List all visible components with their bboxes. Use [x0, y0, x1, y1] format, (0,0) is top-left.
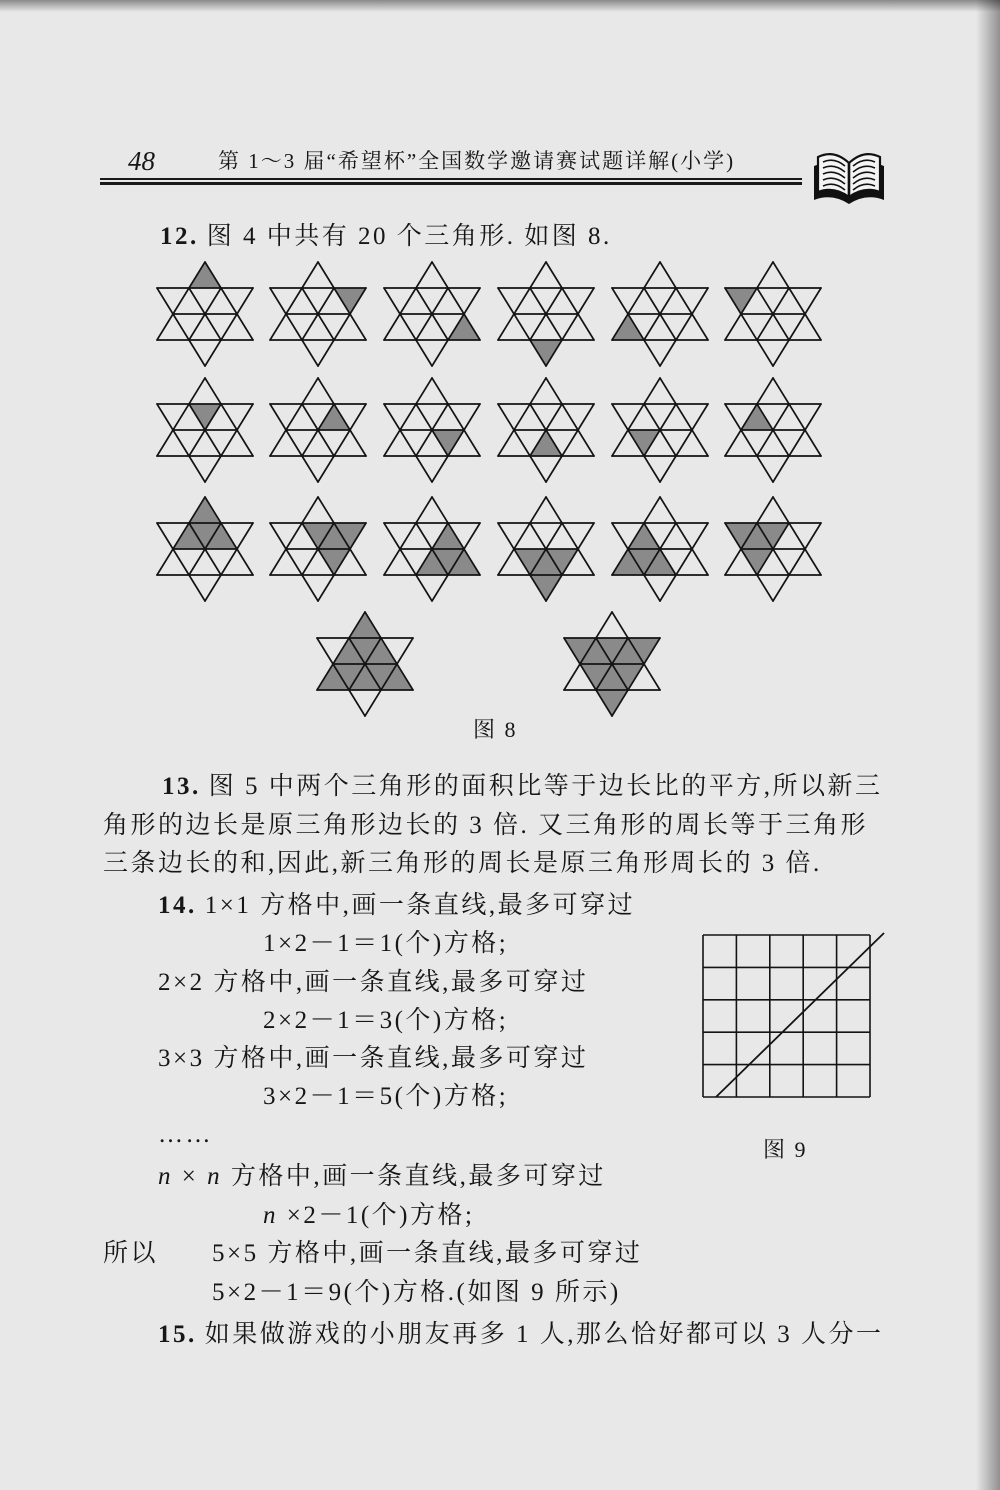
figure-9-caption: 图 9 — [763, 1137, 808, 1162]
hexagram-star — [384, 497, 480, 601]
header-rule-thin — [100, 178, 802, 180]
hexagram-star — [157, 497, 253, 601]
q13-text-1: 图 5 中两个三角形的面积比等于边长比的平方,所以新三 — [208, 773, 883, 800]
q14-line-5: 5×5 方格中,画一条直线,最多可穿过 — [212, 1240, 643, 1267]
q14-so-label: 所以 — [103, 1240, 159, 1267]
q13-line-3: 三条边长的和,因此,新三角形的周长是原三角形周长的 3 倍. — [103, 850, 822, 877]
shaded-triangle — [530, 430, 562, 456]
q15-line — [158, 1320, 884, 1350]
hexagram-star — [498, 262, 594, 366]
q14-n-line — [158, 1162, 606, 1192]
hexagram-star — [317, 612, 413, 716]
shaded-triangle — [628, 430, 660, 456]
q15-text: 如果做游戏的小朋友再多 1 人,那么恰好都可以 3 人分一 — [204, 1321, 884, 1348]
q12-number: 12. — [160, 223, 199, 250]
times-sign: × — [173, 1163, 208, 1190]
q14-n-equation — [263, 1201, 474, 1231]
variable-n: n — [158, 1163, 173, 1190]
hexagram-star — [612, 262, 708, 366]
shaded-triangle — [318, 404, 350, 430]
q14-text-1: 1×1 方格中,画一条直线,最多可穿过 — [204, 892, 636, 919]
hexagram-star — [157, 378, 253, 482]
variable-n: n — [207, 1163, 223, 1190]
hexagram-star — [725, 378, 821, 482]
hexagram-star — [725, 262, 821, 366]
diagonal-line — [716, 933, 884, 1097]
hexagram-star — [612, 378, 708, 482]
q12-text: 图 4 中共有 20 个三角形. 如图 8. — [206, 223, 612, 250]
hexagram-star — [270, 497, 366, 601]
shaded-triangle — [741, 404, 773, 430]
figure-8-caption: 图 8 — [473, 717, 518, 742]
hexagram-star — [498, 378, 594, 482]
shaded-triangle — [530, 340, 562, 366]
hexagram-star — [725, 497, 821, 601]
q14-n-equation-text: ×2－1(个)方格; — [278, 1202, 475, 1229]
q14-number: 14. — [158, 892, 197, 919]
variable-n: n — [263, 1202, 278, 1229]
hexagram-star — [612, 497, 708, 601]
q13-line-2: 角形的边长是原三角形边长的 3 倍. 又三角形的周长等于三角形 — [103, 812, 869, 839]
q15-number: 15. — [158, 1321, 197, 1348]
open-book-icon — [812, 142, 886, 206]
hexagram-star — [157, 262, 253, 366]
page-number: 48 — [128, 146, 155, 176]
page-right-edge — [976, 0, 1000, 1490]
shaded-triangle — [317, 612, 413, 690]
q14-equation-1: 1×2－1＝1(个)方格; — [263, 930, 509, 957]
q14-equation-5: 5×2－1＝9(个)方格.(如图 9 所示) — [212, 1279, 621, 1306]
q14-n-line-text: 方格中,画一条直线,最多可穿过 — [222, 1163, 606, 1190]
q14-line-1 — [158, 891, 635, 921]
shaded-triangle — [448, 314, 480, 340]
running-header-title: 第 1～3 届“希望杯”全国数学邀请赛试题详解(小学) — [218, 149, 736, 173]
q13-line-1 — [162, 772, 883, 802]
shaded-triangle — [334, 288, 366, 314]
q14-ellipsis: …… — [158, 1121, 213, 1148]
hexagram-star — [384, 262, 480, 366]
hexagram-star — [498, 497, 594, 601]
shaded-triangle — [432, 430, 464, 456]
q14-line-2: 2×2 方格中,画一条直线,最多可穿过 — [158, 969, 589, 996]
page-top-edge — [0, 0, 1000, 12]
hexagram-star — [384, 378, 480, 482]
hexagram-star — [270, 262, 366, 366]
shaded-triangle — [189, 262, 221, 288]
header-rule-thick — [100, 182, 802, 185]
figure-8-hexagrams — [150, 255, 830, 723]
q12-line — [160, 222, 612, 252]
shaded-triangle — [725, 288, 757, 314]
shaded-triangle — [564, 638, 660, 716]
shaded-triangle — [189, 404, 221, 430]
figure-9-grid — [700, 930, 890, 1102]
shaded-triangle — [612, 314, 644, 340]
hexagram-star — [564, 612, 660, 716]
q14-equation-3: 3×2－1＝5(个)方格; — [263, 1083, 509, 1110]
q13-number: 13. — [162, 773, 201, 800]
q14-equation-2: 2×2－1＝3(个)方格; — [263, 1007, 509, 1034]
q14-line-3: 3×3 方格中,画一条直线,最多可穿过 — [158, 1045, 589, 1072]
hexagram-star — [270, 378, 366, 482]
